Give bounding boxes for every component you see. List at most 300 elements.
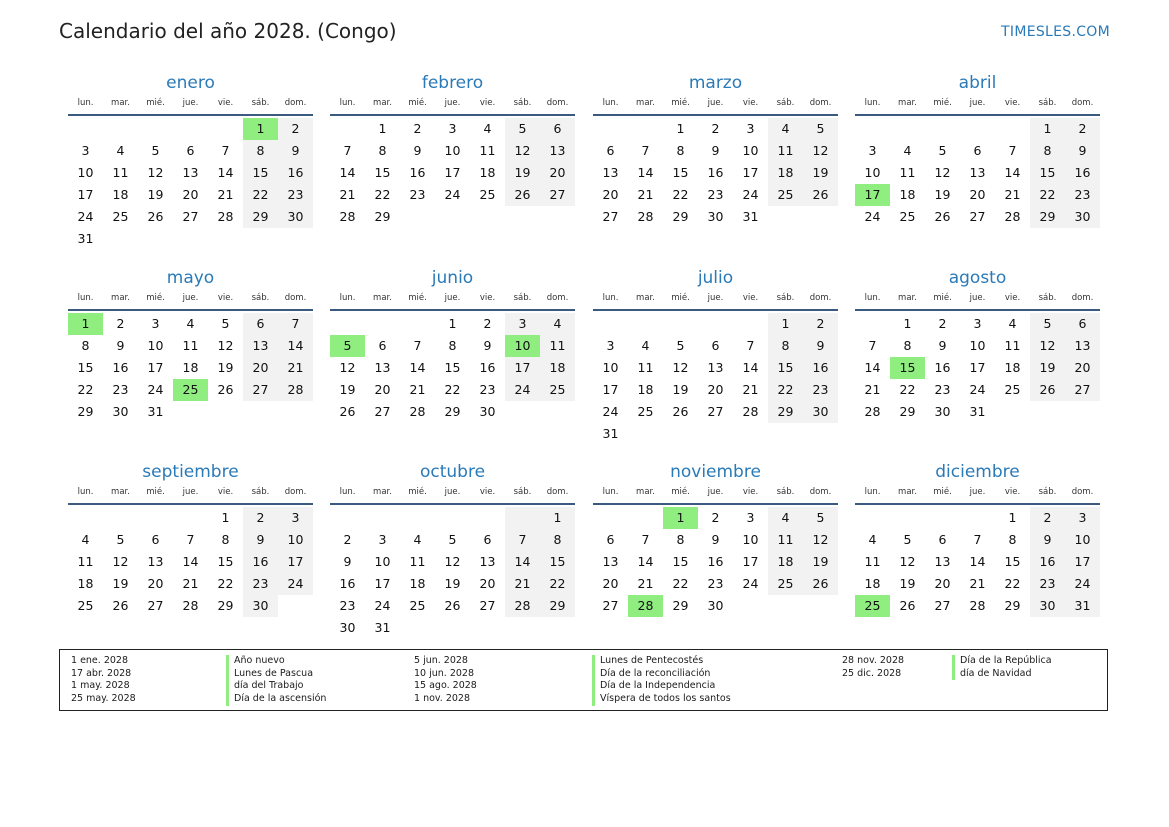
day-cell: 8: [243, 140, 278, 162]
day-cell: 22: [768, 379, 803, 401]
weekday-label: sáb.: [1038, 98, 1057, 108]
legend-holiday-name: Año nuevo: [234, 655, 285, 666]
day-cell: 10: [278, 529, 313, 551]
day-cell: 28: [637, 209, 654, 224]
day-cell: 22: [1030, 184, 1065, 206]
empty-cell: [628, 118, 663, 140]
day-cell: 17: [855, 184, 890, 206]
day-grid: [593, 118, 838, 228]
day-cell: 3: [973, 316, 982, 331]
weekday-label: vie.: [1004, 293, 1021, 303]
empty-cell: [505, 206, 540, 228]
day-cell: 5: [448, 532, 457, 547]
day-cell: 9: [343, 554, 352, 569]
day-cell: 28: [1004, 209, 1021, 224]
weekday-label: mar.: [898, 293, 917, 303]
day-cell: 5: [803, 118, 838, 140]
day-cell: 25: [409, 598, 426, 613]
day-cell: 28: [217, 209, 234, 224]
day-cell: 23: [707, 576, 724, 591]
day-cell: 15: [374, 165, 391, 180]
day-cell: 7: [746, 338, 755, 353]
day-cell: 11: [1004, 338, 1021, 353]
weekday-header: [68, 291, 313, 311]
day-cell: 17: [77, 187, 94, 202]
day-cell: 16: [479, 360, 496, 375]
day-cell: 30: [339, 620, 356, 635]
day-cell: 4: [483, 121, 492, 136]
day-cell: 12: [934, 165, 951, 180]
day-cell: 1: [768, 313, 803, 335]
weekday-header: [68, 96, 313, 116]
month-diciembre: [855, 461, 1100, 617]
day-cell: 6: [483, 532, 492, 547]
day-cell: 16: [1065, 162, 1100, 184]
day-cell: 26: [803, 573, 838, 595]
day-cell: 19: [147, 187, 164, 202]
day-cell: 26: [899, 598, 916, 613]
day-cell: 12: [217, 338, 234, 353]
month-name: abril: [958, 73, 997, 93]
day-cell: 5: [330, 335, 365, 357]
day-cell: 6: [606, 143, 615, 158]
day-cell: 18: [637, 382, 654, 397]
day-cell: 28: [339, 209, 356, 224]
empty-cell: [855, 507, 890, 529]
empty-cell: [663, 423, 698, 445]
day-cell: 8: [676, 143, 685, 158]
weekday-label: jue.: [707, 293, 724, 303]
day-cell: 11: [899, 165, 916, 180]
day-cell: 28: [969, 598, 986, 613]
empty-cell: [733, 313, 768, 335]
day-cell: 1: [378, 121, 387, 136]
month-mayo: [68, 267, 313, 423]
empty-cell: [960, 507, 995, 529]
day-cell: 20: [540, 162, 575, 184]
day-cell: 4: [540, 313, 575, 335]
day-cell: 26: [339, 404, 356, 419]
weekday-label: mié.: [671, 98, 690, 108]
empty-cell: [365, 507, 400, 529]
weekday-label: mar.: [636, 98, 655, 108]
day-cell: 31: [374, 620, 391, 635]
day-cell: 22: [217, 576, 234, 591]
day-cell: 18: [768, 551, 803, 573]
day-cell: 15: [77, 360, 94, 375]
day-cell: 2: [1030, 507, 1065, 529]
legend-dates-column: [842, 655, 904, 680]
day-cell: 27: [602, 598, 619, 613]
day-cell: 15: [890, 357, 925, 379]
day-cell: 18: [112, 187, 129, 202]
day-cell: 17: [444, 165, 461, 180]
day-cell: 30: [1065, 206, 1100, 228]
day-cell: 23: [1030, 573, 1065, 595]
day-cell: 16: [934, 360, 951, 375]
month-name: febrero: [421, 73, 484, 93]
day-cell: 10: [742, 532, 759, 547]
day-cell: 3: [746, 510, 755, 525]
weekday-header: [330, 96, 575, 116]
day-grid: [855, 118, 1100, 228]
day-cell: 9: [413, 143, 422, 158]
empty-cell: [173, 507, 208, 529]
day-cell: 3: [746, 121, 755, 136]
day-cell: 2: [243, 507, 278, 529]
weekday-label: sáb.: [776, 98, 795, 108]
day-cell: 22: [444, 382, 461, 397]
legend-date: 25 dic. 2028: [842, 667, 902, 679]
day-cell: 19: [217, 360, 234, 375]
weekday-label: lun.: [602, 487, 619, 497]
day-cell: 17: [742, 554, 759, 569]
day-cell: 22: [1004, 576, 1021, 591]
weekday-header: [593, 291, 838, 311]
day-cell: 10: [602, 360, 619, 375]
day-cell: 21: [217, 187, 234, 202]
day-cell: 31: [1065, 595, 1100, 617]
day-cell: 17: [969, 360, 986, 375]
day-cell: 24: [602, 404, 619, 419]
weekday-label: vie.: [217, 487, 234, 497]
weekday-header: [68, 485, 313, 505]
day-cell: 13: [182, 165, 199, 180]
day-cell: 21: [864, 382, 881, 397]
day-grid: [330, 313, 575, 423]
empty-cell: [925, 118, 960, 140]
day-cell: 24: [505, 379, 540, 401]
day-cell: 11: [479, 143, 496, 158]
day-cell: 15: [243, 162, 278, 184]
legend-date: 28 nov. 2028: [842, 655, 905, 666]
weekday-label: mié.: [933, 293, 952, 303]
day-cell: 6: [973, 143, 982, 158]
day-cell: 29: [672, 209, 689, 224]
weekday-label: lun.: [77, 293, 94, 303]
day-cell: 27: [374, 404, 391, 419]
day-cell: 15: [217, 554, 234, 569]
month-abril: [855, 72, 1100, 228]
day-cell: 9: [938, 338, 947, 353]
day-cell: 11: [864, 554, 881, 569]
day-cell: 28: [742, 404, 759, 419]
day-cell: 11: [112, 165, 129, 180]
day-cell: 8: [81, 338, 90, 353]
empty-cell: [365, 313, 400, 335]
weekday-header: [855, 485, 1100, 505]
day-cell: 16: [409, 165, 426, 180]
day-cell: 2: [343, 532, 352, 547]
weekday-label: lun.: [339, 98, 356, 108]
day-cell: 23: [803, 379, 838, 401]
empty-cell: [505, 401, 540, 423]
day-cell: 28: [864, 404, 881, 419]
empty-cell: [278, 228, 313, 250]
day-cell: 20: [147, 576, 164, 591]
day-cell: 4: [116, 143, 125, 158]
weekday-label: mar.: [373, 487, 392, 497]
day-cell: 28: [182, 598, 199, 613]
day-cell: 30: [934, 404, 951, 419]
empty-cell: [628, 423, 663, 445]
day-cell: 3: [81, 143, 90, 158]
day-cell: 29: [672, 598, 689, 613]
weekday-label: lun.: [339, 487, 356, 497]
day-cell: 4: [768, 118, 803, 140]
day-cell: 2: [938, 316, 947, 331]
day-cell: 11: [768, 140, 803, 162]
day-cell: 1: [903, 316, 912, 331]
weekday-label: vie.: [742, 293, 759, 303]
day-cell: 11: [77, 554, 94, 569]
day-cell: 17: [147, 360, 164, 375]
day-cell: 9: [711, 532, 720, 547]
day-cell: 2: [1065, 118, 1100, 140]
weekday-label: sáb.: [1038, 487, 1057, 497]
day-cell: 12: [803, 529, 838, 551]
month-agosto: [855, 267, 1100, 423]
day-cell: 25: [77, 598, 94, 613]
month-name: septiembre: [142, 462, 239, 482]
day-cell: 27: [602, 209, 619, 224]
day-cell: 23: [479, 382, 496, 397]
empty-cell: [855, 118, 890, 140]
day-cell: 20: [182, 187, 199, 202]
day-cell: 16: [1030, 551, 1065, 573]
legend-dates-column: [71, 655, 136, 706]
day-cell: 28: [409, 404, 426, 419]
day-cell: 8: [221, 532, 230, 547]
weekday-label: lun.: [602, 293, 619, 303]
day-cell: 26: [672, 404, 689, 419]
weekday-label: jue.: [182, 487, 199, 497]
day-cell: 7: [973, 532, 982, 547]
weekday-label: jue.: [444, 487, 461, 497]
day-cell: 23: [934, 382, 951, 397]
day-cell: 5: [1030, 313, 1065, 335]
day-cell: 27: [147, 598, 164, 613]
day-cell: 27: [1065, 379, 1100, 401]
day-cell: 4: [1008, 316, 1017, 331]
day-cell: 13: [602, 165, 619, 180]
day-cell: 19: [803, 162, 838, 184]
empty-cell: [890, 118, 925, 140]
day-cell: 19: [444, 576, 461, 591]
empty-cell: [733, 423, 768, 445]
legend-holiday-name: Lunes de Pentecostés: [600, 655, 704, 666]
day-cell: 22: [77, 382, 94, 397]
day-grid: [68, 313, 313, 423]
day-cell: 14: [217, 165, 234, 180]
day-cell: 7: [221, 143, 230, 158]
weekday-label: dom.: [284, 293, 307, 303]
day-cell: 4: [81, 532, 90, 547]
day-cell: 22: [672, 576, 689, 591]
empty-cell: [243, 401, 278, 423]
legend-date: 1 may. 2028: [71, 680, 130, 692]
weekday-header: [855, 291, 1100, 311]
empty-cell: [173, 228, 208, 250]
day-cell: 13: [479, 554, 496, 569]
empty-cell: [803, 423, 838, 445]
day-cell: 2: [483, 316, 492, 331]
day-cell: 29: [444, 404, 461, 419]
day-cell: 14: [969, 554, 986, 569]
day-cell: 19: [339, 382, 356, 397]
weekday-label: mar.: [373, 293, 392, 303]
day-cell: 21: [1004, 187, 1021, 202]
day-cell: 15: [1004, 554, 1021, 569]
weekday-label: jue.: [444, 98, 461, 108]
day-cell: 20: [602, 187, 619, 202]
empty-cell: [400, 507, 435, 529]
legend-date: 15 ago. 2028: [414, 680, 477, 692]
day-cell: 22: [540, 573, 575, 595]
day-cell: 18: [77, 576, 94, 591]
empty-cell: [628, 507, 663, 529]
weekday-label: mar.: [898, 98, 917, 108]
day-cell: 1: [221, 510, 230, 525]
weekday-label: dom.: [1071, 293, 1094, 303]
day-cell: 6: [606, 532, 615, 547]
day-cell: 4: [413, 532, 422, 547]
day-cell: 10: [742, 143, 759, 158]
day-cell: 3: [278, 507, 313, 529]
day-cell: 17: [374, 576, 391, 591]
day-cell: 30: [243, 595, 278, 617]
day-cell: 12: [444, 554, 461, 569]
day-cell: 5: [505, 118, 540, 140]
day-cell: 29: [77, 404, 94, 419]
day-cell: 27: [479, 598, 496, 613]
day-cell: 15: [672, 165, 689, 180]
weekday-header: [593, 485, 838, 505]
day-cell: 3: [151, 316, 160, 331]
day-cell: 3: [378, 532, 387, 547]
day-cell: 13: [540, 140, 575, 162]
day-cell: 24: [374, 598, 391, 613]
weekday-label: dom.: [809, 487, 832, 497]
empty-cell: [768, 423, 803, 445]
empty-cell: [505, 617, 540, 639]
day-cell: 10: [969, 338, 986, 353]
day-cell: 26: [147, 209, 164, 224]
day-cell: 31: [602, 426, 619, 441]
weekday-label: lun.: [77, 98, 94, 108]
day-cell: 10: [505, 335, 540, 357]
empty-cell: [1065, 401, 1100, 423]
day-cell: 14: [742, 360, 759, 375]
empty-cell: [173, 401, 208, 423]
empty-cell: [803, 595, 838, 617]
day-cell: 24: [969, 382, 986, 397]
day-cell: 4: [903, 143, 912, 158]
day-cell: 4: [641, 338, 650, 353]
day-cell: 20: [602, 576, 619, 591]
day-cell: 21: [969, 576, 986, 591]
day-cell: 5: [151, 143, 160, 158]
day-cell: 9: [483, 338, 492, 353]
day-cell: 25: [540, 379, 575, 401]
day-cell: 15: [444, 360, 461, 375]
weekday-header: [593, 96, 838, 116]
day-cell: 30: [803, 401, 838, 423]
legend-date: 1 ene. 2028: [71, 655, 128, 666]
day-cell: 7: [1008, 143, 1017, 158]
day-cell: 27: [969, 209, 986, 224]
day-cell: 12: [803, 140, 838, 162]
day-cell: 4: [868, 532, 877, 547]
day-cell: 17: [278, 551, 313, 573]
weekday-label: mar.: [111, 293, 130, 303]
empty-cell: [960, 118, 995, 140]
weekday-label: jue.: [969, 293, 986, 303]
day-cell: 15: [672, 554, 689, 569]
empty-cell: [68, 507, 103, 529]
day-cell: 24: [864, 209, 881, 224]
day-cell: 11: [182, 338, 199, 353]
day-cell: 4: [768, 507, 803, 529]
weekday-label: dom.: [546, 487, 569, 497]
day-cell: 11: [768, 529, 803, 551]
day-cell: 24: [742, 187, 759, 202]
month-name: mayo: [166, 268, 215, 288]
legend-names-column: [592, 655, 731, 706]
weekday-label: jue.: [444, 293, 461, 303]
empty-cell: [103, 507, 138, 529]
day-cell: 18: [479, 165, 496, 180]
day-cell: 13: [243, 335, 278, 357]
weekday-label: dom.: [1071, 98, 1094, 108]
day-cell: 26: [934, 209, 951, 224]
day-cell: 14: [637, 554, 654, 569]
day-cell: 24: [444, 187, 461, 202]
weekday-label: mié.: [146, 293, 165, 303]
legend-holiday-name: día del Trabajo: [234, 680, 304, 692]
month-name: junio: [431, 268, 474, 288]
day-cell: 19: [899, 576, 916, 591]
day-cell: 26: [803, 184, 838, 206]
empty-cell: [103, 228, 138, 250]
day-cell: 7: [641, 143, 650, 158]
day-cell: 23: [278, 184, 313, 206]
day-cell: 6: [711, 338, 720, 353]
day-cell: 16: [707, 554, 724, 569]
weekday-label: mié.: [408, 487, 427, 497]
day-cell: 23: [1065, 184, 1100, 206]
weekday-label: mar.: [111, 487, 130, 497]
day-cell: 16: [243, 551, 278, 573]
day-cell: 21: [637, 576, 654, 591]
day-cell: 5: [938, 143, 947, 158]
day-cell: 7: [641, 532, 650, 547]
day-cell: 20: [707, 382, 724, 397]
weekday-label: mié.: [408, 293, 427, 303]
empty-cell: [208, 118, 243, 140]
day-cell: 12: [1030, 335, 1065, 357]
weekday-label: vie.: [479, 293, 496, 303]
empty-cell: [995, 401, 1030, 423]
empty-cell: [103, 118, 138, 140]
day-cell: 9: [116, 338, 125, 353]
day-cell: 10: [864, 165, 881, 180]
site-link[interactable]: TIMESLES.COM: [1001, 24, 1110, 40]
empty-cell: [540, 617, 575, 639]
day-cell: 18: [899, 187, 916, 202]
empty-cell: [768, 595, 803, 617]
empty-cell: [733, 595, 768, 617]
